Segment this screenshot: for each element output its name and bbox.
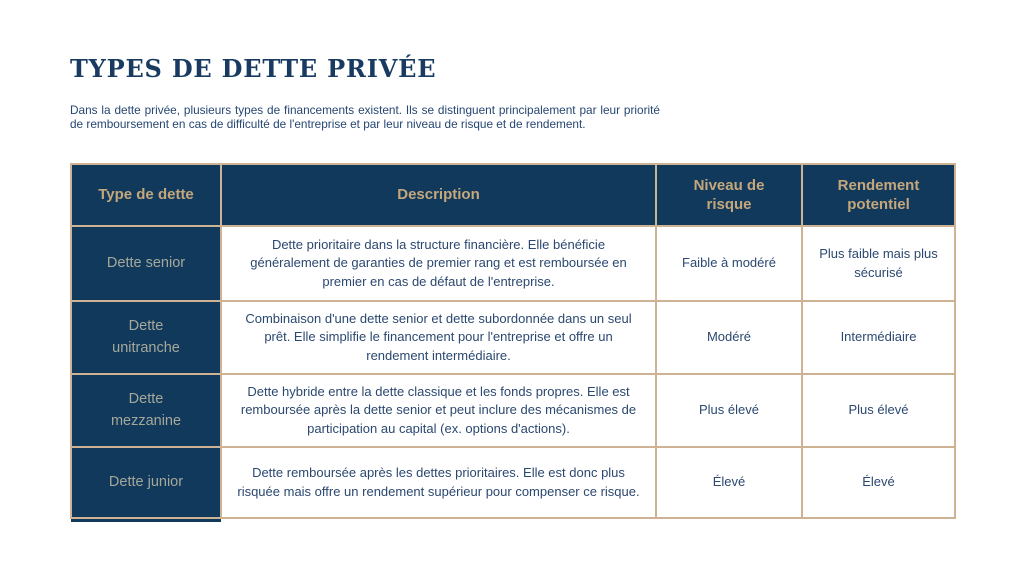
intro-paragraph: Dans la dette privée, plusieurs types de financements existent. Ils se distinguent principalement par leur priorité de remboursement en cas de difficulté de l'entreprise et par leur niveau de risque et de rendement. [70, 103, 660, 131]
cell-description: Dette hybride entre la dette classique et les fonds propres. Elle est remboursée après la dette senior et peut inclure des mécanismes de participation au capital (ex. options d'actions). [221, 374, 656, 447]
cell-debt-type: Dette junior [71, 447, 221, 518]
table-row [71, 226, 955, 301]
cell-risk-level: Élevé [656, 447, 802, 518]
table-header-row [71, 164, 955, 226]
debt-types-table [70, 163, 956, 519]
cell-risk-level: Faible à modéré [656, 226, 802, 301]
cell-description: Dette prioritaire dans la structure financière. Elle bénéficie généralement de garanties de premier rang et est remboursée en premier en cas de défaut de l'entreprise. [221, 226, 656, 301]
table-row [71, 374, 955, 447]
cell-yield: Plus élevé [802, 374, 955, 447]
table-row [71, 447, 955, 518]
header-niveau-de-risque: Niveau de risque [656, 164, 802, 226]
cell-risk-level: Plus élevé [656, 374, 802, 447]
cell-debt-type: Dette unitranche [71, 301, 221, 374]
header-description: Description [221, 164, 656, 226]
cell-debt-type: Dette mezzanine [71, 374, 221, 447]
cell-debt-type: Dette senior [71, 226, 221, 301]
cell-yield: Plus faible mais plus sécurisé [802, 226, 955, 301]
page-title: TYPES DE DETTE PRIVÉE [70, 54, 437, 83]
cell-description: Dette remboursée après les dettes prioritaires. Elle est donc plus risquée mais offre un rendement supérieur pour compenser ce risque. [221, 447, 656, 518]
table-row [71, 301, 955, 374]
cell-yield: Intermédiaire [802, 301, 955, 374]
cell-description: Combinaison d'une dette senior et dette subordonnée dans un seul prêt. Elle simplifie le financement pour l'entreprise et offre un rendement intermédiaire. [221, 301, 656, 374]
cell-risk-level: Modéré [656, 301, 802, 374]
cell-yield: Élevé [802, 447, 955, 518]
header-rendement-potentiel: Rendement potentiel [802, 164, 955, 226]
header-type-de-dette: Type de dette [71, 164, 221, 226]
